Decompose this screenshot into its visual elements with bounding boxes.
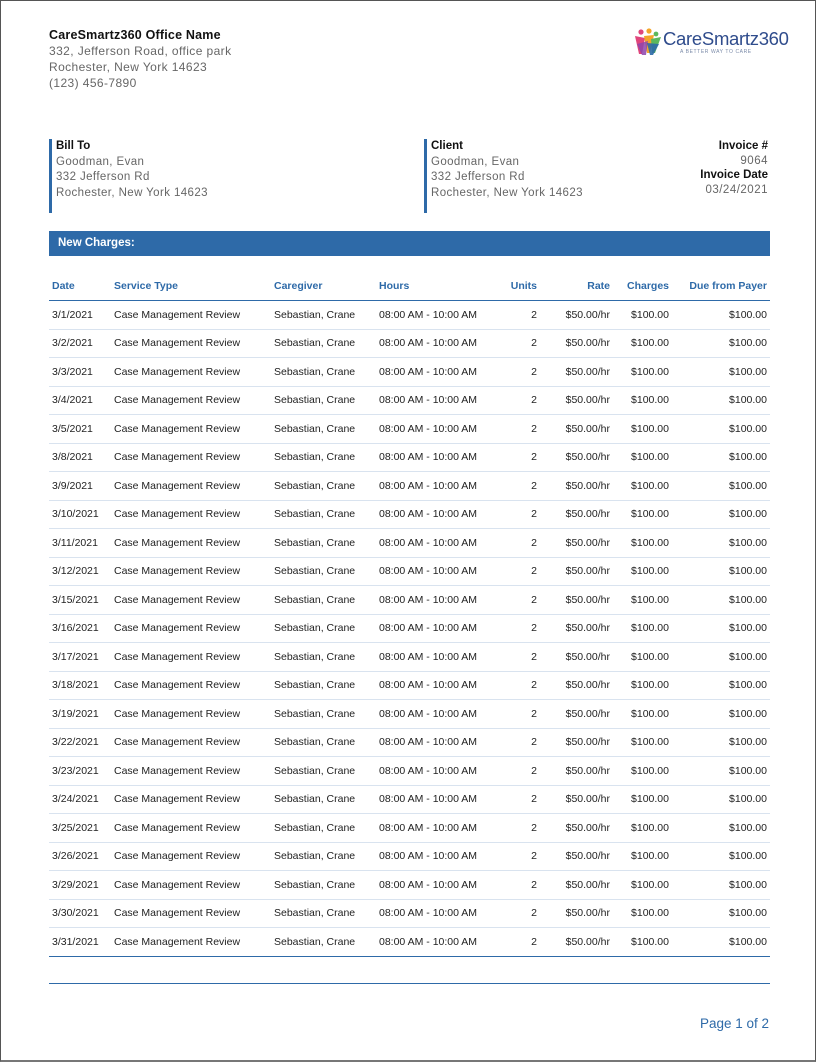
cell-service-type: Case Management Review: [114, 443, 274, 472]
cell-hours: 08:00 AM - 10:00 AM: [379, 614, 497, 643]
cell-service-type: Case Management Review: [114, 557, 274, 586]
cell-units: 2: [497, 814, 537, 843]
cell-charges: $100.00: [610, 871, 669, 900]
office-address-line-2: Rochester, New York 14623: [49, 60, 208, 74]
client-name: Goodman, Evan: [431, 155, 520, 168]
cell-rate: $50.00/hr: [537, 643, 610, 672]
cell-charges: $100.00: [610, 329, 669, 358]
cell-date: 3/11/2021: [49, 529, 114, 558]
office-info: [49, 27, 231, 91]
header-charges: Charges: [610, 272, 669, 301]
cell-rate: $50.00/hr: [537, 871, 610, 900]
cell-service-type: Case Management Review: [114, 814, 274, 843]
client-title: Client: [431, 140, 463, 152]
cell-caregiver: Sebastian, Crane: [274, 643, 379, 672]
cell-charges: $100.00: [610, 557, 669, 586]
cell-date: 3/5/2021: [49, 415, 114, 444]
cell-due-from-payer: $100.00: [669, 586, 770, 615]
logo-tagline: A BETTER WAY TO CARE: [680, 49, 752, 55]
header-date: Date: [49, 272, 114, 301]
cell-service-type: Case Management Review: [114, 529, 274, 558]
cell-charges: $100.00: [610, 415, 669, 444]
cell-units: 2: [497, 614, 537, 643]
cell-date: 3/4/2021: [49, 386, 114, 415]
cell-service-type: Case Management Review: [114, 728, 274, 757]
bill-to-city: Rochester, New York 14623: [56, 186, 208, 199]
cell-caregiver: Sebastian, Crane: [274, 814, 379, 843]
cell-date: 3/29/2021: [49, 871, 114, 900]
cell-date: 3/19/2021: [49, 700, 114, 729]
cell-service-type: Case Management Review: [114, 614, 274, 643]
cell-charges: $100.00: [610, 899, 669, 928]
cell-rate: $50.00/hr: [537, 358, 610, 387]
cell-service-type: Case Management Review: [114, 329, 274, 358]
cell-units: 2: [497, 301, 537, 330]
cell-rate: $50.00/hr: [537, 671, 610, 700]
cell-service-type: Case Management Review: [114, 842, 274, 871]
cell-charges: $100.00: [610, 386, 669, 415]
cell-units: 2: [497, 643, 537, 672]
cell-charges: $100.00: [610, 928, 669, 957]
cell-rate: $50.00/hr: [537, 472, 610, 501]
cell-charges: $100.00: [610, 472, 669, 501]
cell-hours: 08:00 AM - 10:00 AM: [379, 415, 497, 444]
cell-caregiver: Sebastian, Crane: [274, 928, 379, 957]
cell-rate: $50.00/hr: [537, 529, 610, 558]
cell-caregiver: Sebastian, Crane: [274, 871, 379, 900]
cell-due-from-payer: $100.00: [669, 785, 770, 814]
client-street: 332 Jefferson Rd: [431, 171, 525, 183]
cell-due-from-payer: $100.00: [669, 386, 770, 415]
cell-charges: $100.00: [610, 757, 669, 786]
table-row: [49, 358, 770, 387]
cell-hours: 08:00 AM - 10:00 AM: [379, 814, 497, 843]
table-header-row: [49, 272, 770, 301]
cell-charges: $100.00: [610, 700, 669, 729]
cell-hours: 08:00 AM - 10:00 AM: [379, 301, 497, 330]
cell-due-from-payer: $100.00: [669, 757, 770, 786]
cell-units: 2: [497, 785, 537, 814]
cell-units: 2: [497, 757, 537, 786]
client-block: [424, 139, 583, 213]
office-address-line-1: 332, Jefferson Road, office park: [49, 44, 232, 58]
cell-due-from-payer: $100.00: [669, 871, 770, 900]
cell-units: 2: [497, 871, 537, 900]
cell-units: 2: [497, 386, 537, 415]
cell-date: 3/31/2021: [49, 928, 114, 957]
cell-due-from-payer: $100.00: [669, 928, 770, 957]
cell-service-type: Case Management Review: [114, 358, 274, 387]
cell-service-type: Case Management Review: [114, 671, 274, 700]
cell-hours: 08:00 AM - 10:00 AM: [379, 671, 497, 700]
cell-due-from-payer: $100.00: [669, 671, 770, 700]
cell-date: 3/2/2021: [49, 329, 114, 358]
invoice-number-label: Invoice #: [718, 140, 768, 152]
invoice-meta: [700, 139, 768, 197]
cell-hours: 08:00 AM - 10:00 AM: [379, 500, 497, 529]
bill-to-title: Bill To: [56, 140, 91, 152]
cell-date: 3/25/2021: [49, 814, 114, 843]
cell-due-from-payer: $100.00: [669, 557, 770, 586]
cell-units: 2: [497, 443, 537, 472]
cell-units: 2: [497, 500, 537, 529]
cell-due-from-payer: $100.00: [669, 443, 770, 472]
cell-due-from-payer: $100.00: [669, 329, 770, 358]
cell-due-from-payer: $100.00: [669, 301, 770, 330]
table-row: [49, 415, 770, 444]
office-name: CareSmartz360 Office Name: [49, 28, 221, 42]
cell-hours: 08:00 AM - 10:00 AM: [379, 871, 497, 900]
cell-date: 3/10/2021: [49, 500, 114, 529]
cell-service-type: Case Management Review: [114, 301, 274, 330]
cell-units: 2: [497, 358, 537, 387]
cell-service-type: Case Management Review: [114, 472, 274, 501]
cell-date: 3/22/2021: [49, 728, 114, 757]
client-city: Rochester, New York 14623: [431, 186, 583, 199]
cell-due-from-payer: $100.00: [669, 700, 770, 729]
cell-units: 2: [497, 842, 537, 871]
cell-charges: $100.00: [610, 529, 669, 558]
cell-hours: 08:00 AM - 10:00 AM: [379, 728, 497, 757]
table-row: [49, 557, 770, 586]
cell-due-from-payer: $100.00: [669, 643, 770, 672]
cell-date: 3/30/2021: [49, 899, 114, 928]
table-row: [49, 443, 770, 472]
cell-date: 3/9/2021: [49, 472, 114, 501]
table-row: [49, 500, 770, 529]
cell-date: 3/16/2021: [49, 614, 114, 643]
table-row: [49, 871, 770, 900]
cell-charges: $100.00: [610, 358, 669, 387]
cell-rate: $50.00/hr: [537, 614, 610, 643]
cell-hours: 08:00 AM - 10:00 AM: [379, 329, 497, 358]
table-row: [49, 529, 770, 558]
cell-date: 3/24/2021: [49, 785, 114, 814]
table-row: [49, 614, 770, 643]
cell-caregiver: Sebastian, Crane: [274, 614, 379, 643]
charges-table-body: [49, 301, 770, 957]
cell-date: 3/26/2021: [49, 842, 114, 871]
cell-caregiver: Sebastian, Crane: [274, 529, 379, 558]
cell-service-type: Case Management Review: [114, 643, 274, 672]
cell-date: 3/23/2021: [49, 757, 114, 786]
cell-charges: $100.00: [610, 728, 669, 757]
header-units: Units: [497, 272, 537, 301]
cell-units: 2: [497, 586, 537, 615]
cell-service-type: Case Management Review: [114, 871, 274, 900]
cell-rate: $50.00/hr: [537, 728, 610, 757]
company-logo: [633, 25, 789, 61]
cell-caregiver: Sebastian, Crane: [274, 728, 379, 757]
cell-charges: $100.00: [610, 443, 669, 472]
cell-charges: $100.00: [610, 842, 669, 871]
cell-caregiver: Sebastian, Crane: [274, 500, 379, 529]
cell-due-from-payer: $100.00: [669, 899, 770, 928]
cell-due-from-payer: $100.00: [669, 614, 770, 643]
cell-due-from-payer: $100.00: [669, 814, 770, 843]
cell-hours: 08:00 AM - 10:00 AM: [379, 928, 497, 957]
cell-rate: $50.00/hr: [537, 785, 610, 814]
header-rate: Rate: [537, 272, 610, 301]
cell-hours: 08:00 AM - 10:00 AM: [379, 443, 497, 472]
cell-caregiver: Sebastian, Crane: [274, 557, 379, 586]
cell-rate: $50.00/hr: [537, 415, 610, 444]
cell-units: 2: [497, 529, 537, 558]
cell-caregiver: Sebastian, Crane: [274, 415, 379, 444]
cell-charges: $100.00: [610, 814, 669, 843]
table-row: [49, 671, 770, 700]
invoice-number: 9064: [740, 154, 768, 167]
cell-charges: $100.00: [610, 614, 669, 643]
cell-service-type: Case Management Review: [114, 415, 274, 444]
cell-units: 2: [497, 415, 537, 444]
cell-due-from-payer: $100.00: [669, 728, 770, 757]
cell-date: 3/3/2021: [49, 358, 114, 387]
cell-caregiver: Sebastian, Crane: [274, 842, 379, 871]
cell-units: 2: [497, 700, 537, 729]
cell-hours: 08:00 AM - 10:00 AM: [379, 842, 497, 871]
cell-date: 3/18/2021: [49, 671, 114, 700]
bill-to-street: 332 Jefferson Rd: [56, 171, 150, 183]
footer-divider: [49, 983, 770, 984]
new-charges-banner: [49, 231, 770, 256]
cell-units: 2: [497, 899, 537, 928]
cell-date: 3/17/2021: [49, 643, 114, 672]
cell-caregiver: Sebastian, Crane: [274, 700, 379, 729]
cell-service-type: Case Management Review: [114, 586, 274, 615]
cell-hours: 08:00 AM - 10:00 AM: [379, 643, 497, 672]
cell-service-type: Case Management Review: [114, 386, 274, 415]
cell-service-type: Case Management Review: [114, 785, 274, 814]
cell-charges: $100.00: [610, 643, 669, 672]
cell-caregiver: Sebastian, Crane: [274, 757, 379, 786]
cell-rate: $50.00/hr: [537, 928, 610, 957]
cell-service-type: Case Management Review: [114, 899, 274, 928]
table-row: [49, 329, 770, 358]
cell-hours: 08:00 AM - 10:00 AM: [379, 557, 497, 586]
cell-caregiver: Sebastian, Crane: [274, 785, 379, 814]
cell-rate: $50.00/hr: [537, 557, 610, 586]
bill-to-block: [49, 139, 208, 213]
cell-charges: $100.00: [610, 586, 669, 615]
cell-caregiver: Sebastian, Crane: [274, 358, 379, 387]
cell-due-from-payer: $100.00: [669, 529, 770, 558]
cell-rate: $50.00/hr: [537, 842, 610, 871]
invoice-date: 03/24/2021: [705, 183, 768, 196]
header-service-type: Service Type: [114, 272, 274, 301]
cell-hours: 08:00 AM - 10:00 AM: [379, 386, 497, 415]
cell-rate: $50.00/hr: [537, 757, 610, 786]
cell-due-from-payer: $100.00: [669, 415, 770, 444]
cell-service-type: Case Management Review: [114, 757, 274, 786]
cell-units: 2: [497, 928, 537, 957]
cell-rate: $50.00/hr: [537, 443, 610, 472]
cell-rate: $50.00/hr: [537, 899, 610, 928]
logo-figures-icon: [633, 27, 663, 57]
cell-hours: 08:00 AM - 10:00 AM: [379, 472, 497, 501]
cell-rate: $50.00/hr: [537, 301, 610, 330]
cell-hours: 08:00 AM - 10:00 AM: [379, 785, 497, 814]
cell-rate: $50.00/hr: [537, 700, 610, 729]
cell-rate: $50.00/hr: [537, 386, 610, 415]
charges-table: [49, 272, 770, 957]
table-row: [49, 301, 770, 330]
table-row: [49, 757, 770, 786]
cell-caregiver: Sebastian, Crane: [274, 386, 379, 415]
cell-units: 2: [497, 728, 537, 757]
new-charges-title: New Charges:: [58, 237, 135, 249]
cell-due-from-payer: $100.00: [669, 842, 770, 871]
cell-charges: $100.00: [610, 671, 669, 700]
cell-service-type: Case Management Review: [114, 700, 274, 729]
cell-caregiver: Sebastian, Crane: [274, 443, 379, 472]
cell-hours: 08:00 AM - 10:00 AM: [379, 358, 497, 387]
table-row: [49, 728, 770, 757]
cell-rate: $50.00/hr: [537, 500, 610, 529]
invoice-date-label: Invoice Date: [700, 169, 768, 181]
table-row: [49, 700, 770, 729]
table-row: [49, 899, 770, 928]
cell-units: 2: [497, 329, 537, 358]
header-due-from-payer: Due from Payer: [669, 272, 770, 301]
table-row: [49, 842, 770, 871]
table-row: [49, 586, 770, 615]
cell-due-from-payer: $100.00: [669, 358, 770, 387]
cell-date: 3/1/2021: [49, 301, 114, 330]
cell-units: 2: [497, 557, 537, 586]
cell-charges: $100.00: [610, 301, 669, 330]
table-row: [49, 814, 770, 843]
cell-date: 3/15/2021: [49, 586, 114, 615]
cell-hours: 08:00 AM - 10:00 AM: [379, 757, 497, 786]
table-row: [49, 643, 770, 672]
cell-hours: 08:00 AM - 10:00 AM: [379, 586, 497, 615]
cell-rate: $50.00/hr: [537, 586, 610, 615]
bill-to-name: Goodman, Evan: [56, 155, 145, 168]
cell-caregiver: Sebastian, Crane: [274, 671, 379, 700]
cell-due-from-payer: $100.00: [669, 472, 770, 501]
office-phone: (123) 456-7890: [49, 76, 137, 90]
cell-hours: 08:00 AM - 10:00 AM: [379, 700, 497, 729]
table-row: [49, 785, 770, 814]
cell-rate: $50.00/hr: [537, 329, 610, 358]
table-row: [49, 472, 770, 501]
table-row: [49, 928, 770, 957]
header-caregiver: Caregiver: [274, 272, 379, 301]
cell-units: 2: [497, 671, 537, 700]
header-hours: Hours: [379, 272, 497, 301]
logo-wordmark: CareSmartz360: [663, 28, 789, 49]
page-number: Page 1 of 2: [699, 1016, 769, 1031]
cell-date: 3/12/2021: [49, 557, 114, 586]
cell-charges: $100.00: [610, 500, 669, 529]
cell-service-type: Case Management Review: [114, 500, 274, 529]
cell-caregiver: Sebastian, Crane: [274, 472, 379, 501]
cell-caregiver: Sebastian, Crane: [274, 586, 379, 615]
table-row: [49, 386, 770, 415]
cell-hours: 08:00 AM - 10:00 AM: [379, 899, 497, 928]
cell-units: 2: [497, 472, 537, 501]
cell-date: 3/8/2021: [49, 443, 114, 472]
cell-caregiver: Sebastian, Crane: [274, 301, 379, 330]
cell-service-type: Case Management Review: [114, 928, 274, 957]
cell-caregiver: Sebastian, Crane: [274, 899, 379, 928]
cell-caregiver: Sebastian, Crane: [274, 329, 379, 358]
cell-hours: 08:00 AM - 10:00 AM: [379, 529, 497, 558]
cell-rate: $50.00/hr: [537, 814, 610, 843]
cell-due-from-payer: $100.00: [669, 500, 770, 529]
cell-charges: $100.00: [610, 785, 669, 814]
